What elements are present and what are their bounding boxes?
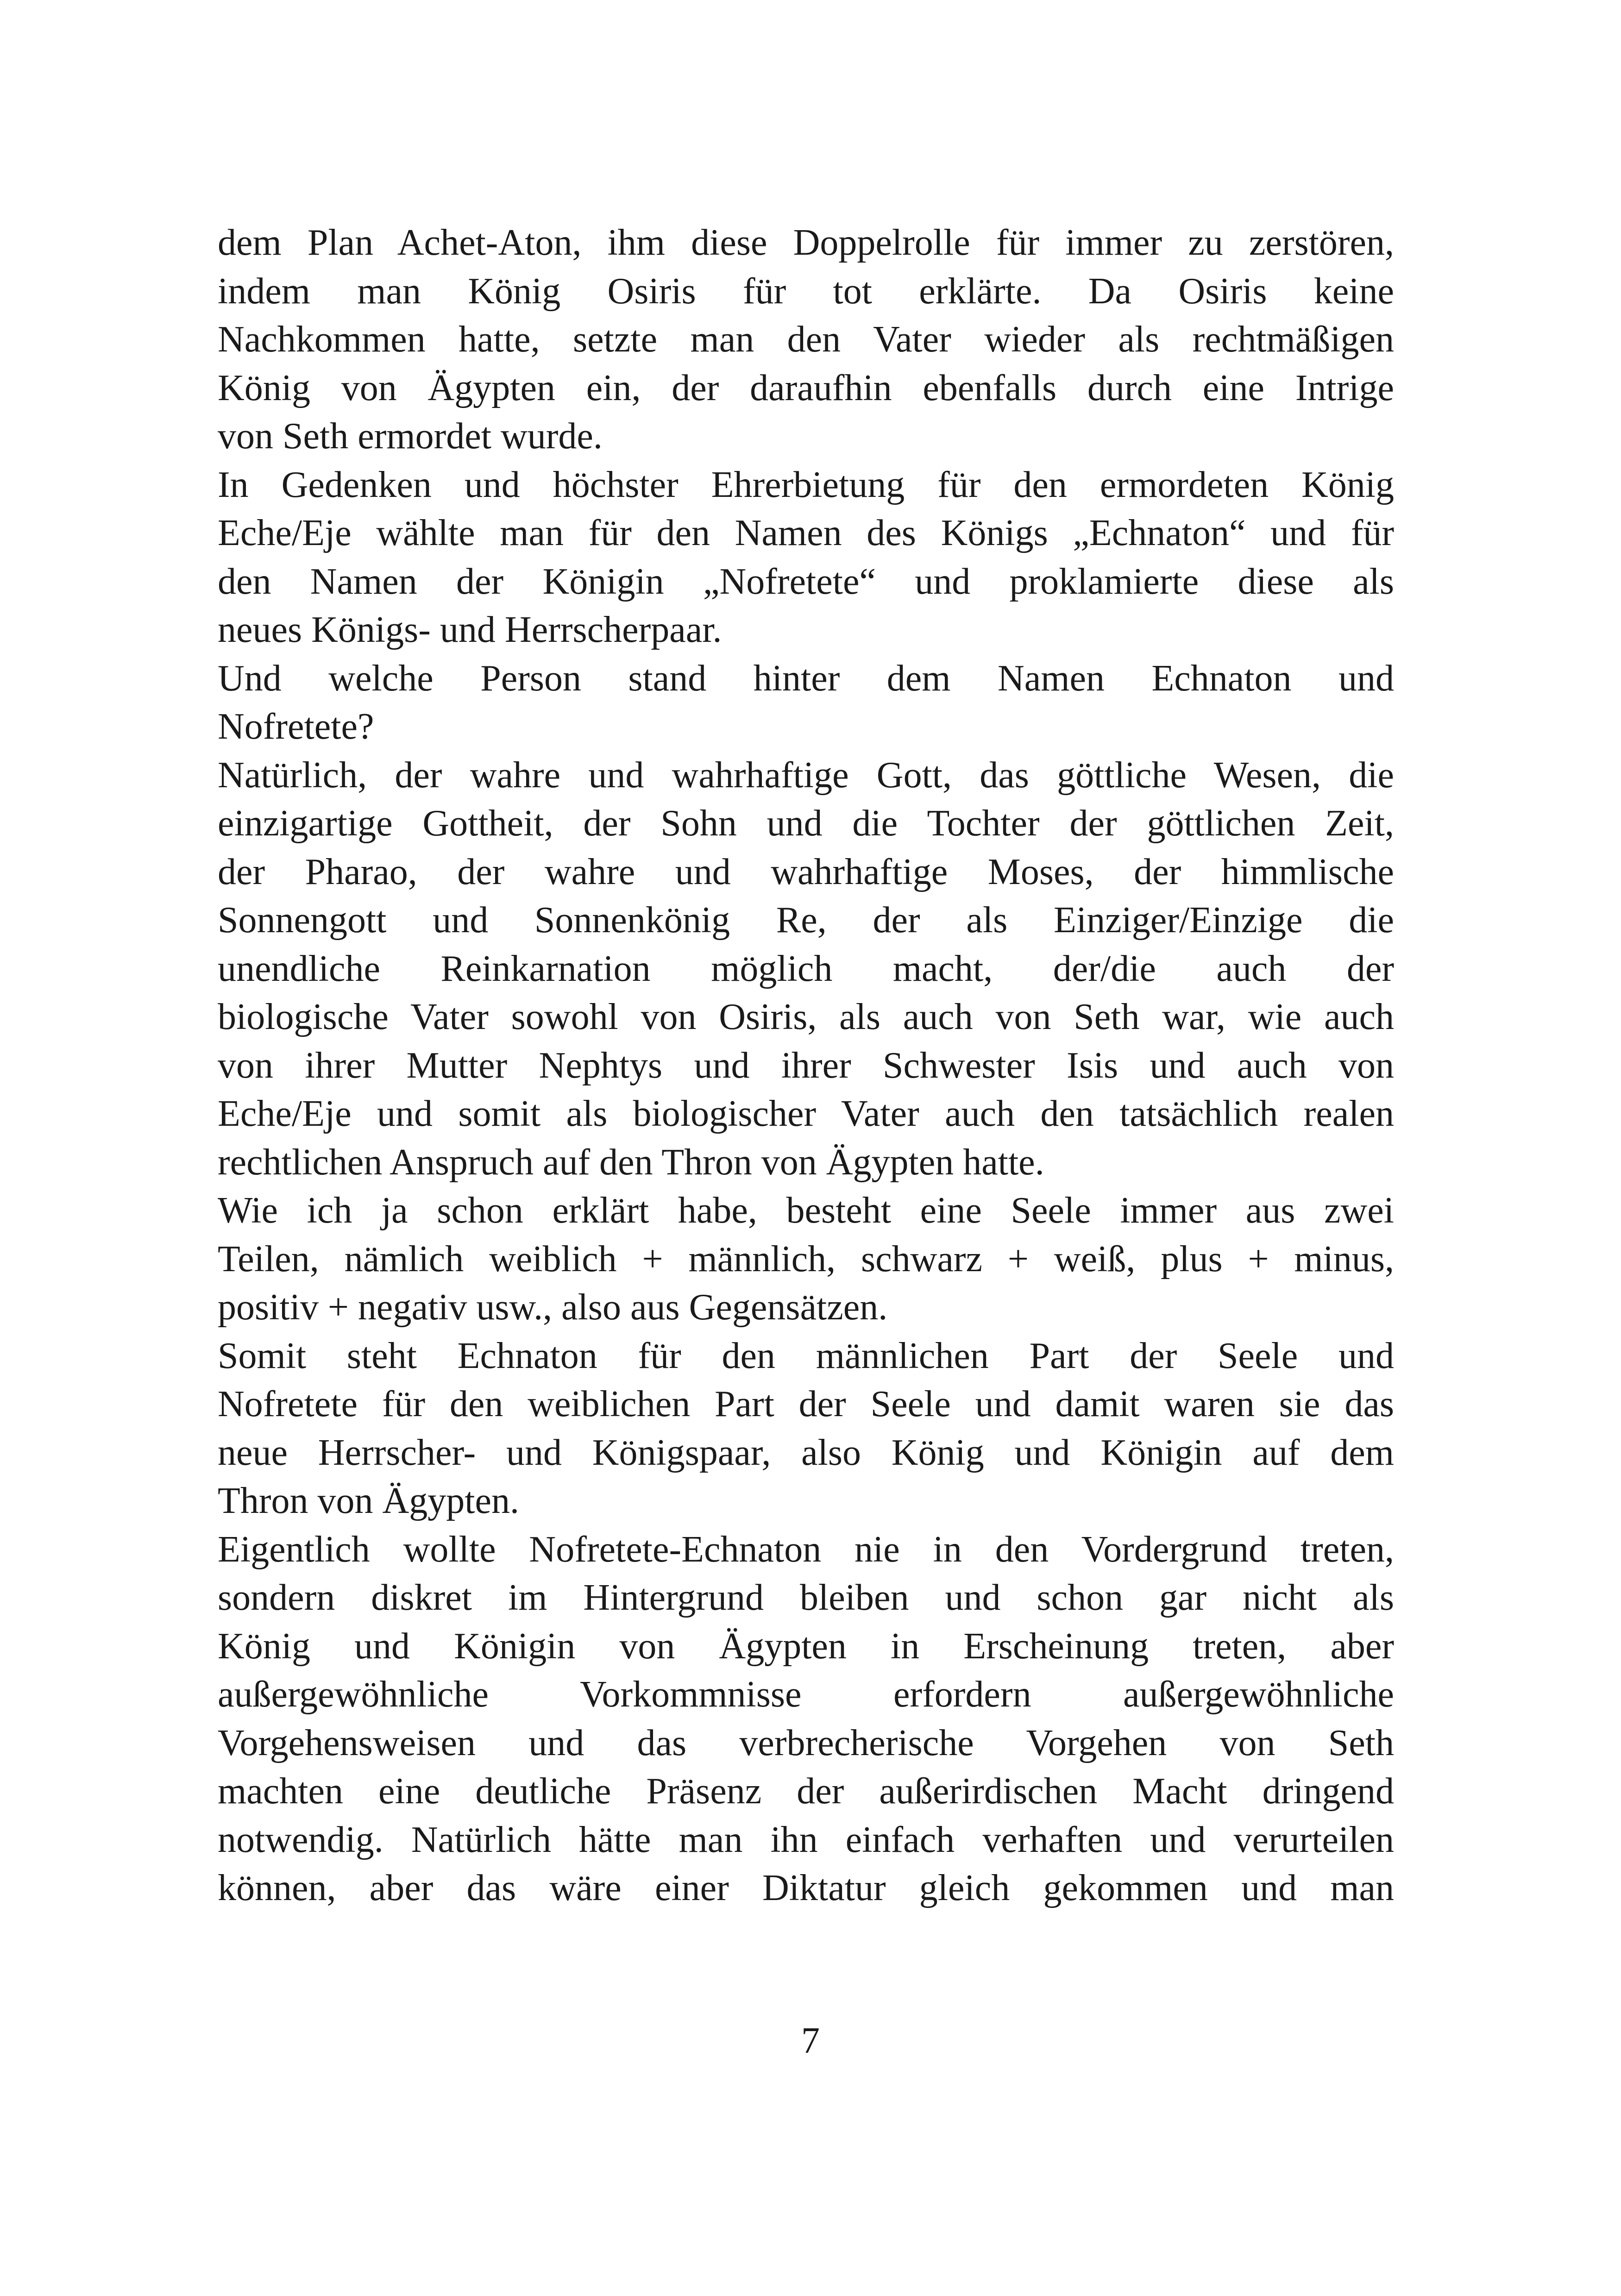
text-line: Nofretete für den weiblichen Part der Seele und damit waren sie das	[218, 1384, 1394, 1424]
text-line: neue Herrscher- und Königspaar, also König und Königin auf dem	[218, 1432, 1394, 1473]
text-line: notwendig. Natürlich hätte man ihn einfach verhaften und verurteilen	[218, 1819, 1394, 1860]
text-line: König von Ägypten ein, der daraufhin ebenfalls durch eine Intrige	[218, 367, 1394, 408]
text-line: den Namen der Königin „Nofretete“ und proklamierte diese als	[218, 561, 1394, 602]
text-line: Teilen, nämlich weiblich + männlich, schwarz + weiß, plus + minus,	[218, 1238, 1394, 1280]
text-line: Somit steht Echnaton für den männlichen Part der Seele und	[218, 1335, 1394, 1376]
text-line: machten eine deutliche Präsenz der außerirdischen Macht dringend	[218, 1771, 1394, 1812]
text-line: indem man König Osiris für tot erklärte. Da Osiris keine	[218, 270, 1394, 312]
text-line: biologische Vater sowohl von Osiris, als auch von Seth war, wie auch	[218, 997, 1394, 1037]
text-line: Eche/Eje und somit als biologischer Vater auch den tatsächlich realen	[218, 1093, 1394, 1134]
text-line: sondern diskret im Hintergrund bleiben und schon gar nicht als	[218, 1577, 1394, 1618]
text-line: Sonnengott und Sonnenkönig Re, der als Einziger/Einzige die	[218, 900, 1394, 941]
text-line: In Gedenken und höchster Ehrerbietung für den ermordeten König	[218, 464, 1394, 505]
text-line: von Seth ermordet wurde.	[218, 416, 603, 457]
body-text	[218, 219, 1394, 1913]
text-line: Eche/Eje wählte man für den Namen des Königs „Echnaton“ und für	[218, 513, 1394, 553]
text-line: Und welche Person stand hinter dem Namen Echnaton und	[218, 658, 1394, 699]
text-line: rechtlichen Anspruch auf den Thron von Ägypten hatte.	[218, 1142, 1044, 1183]
text-line: unendliche Reinkarnation möglich macht, der/die auch der	[218, 948, 1394, 989]
text-line: König und Königin von Ägypten in Erscheinung treten, aber	[218, 1625, 1394, 1667]
text-line: außergewöhnliche Vorkommnisse erfordern außergewöhnliche	[218, 1674, 1394, 1715]
text-line: Thron von Ägypten.	[218, 1480, 520, 1521]
text-line: von ihrer Mutter Nephtys und ihrer Schwester Isis und auch von	[218, 1045, 1394, 1086]
text-line: Natürlich, der wahre und wahrhaftige Gott, das göttliche Wesen, die	[218, 754, 1394, 796]
text-line: dem Plan Achet-Aton, ihm diese Doppelrolle für immer zu zerstören,	[218, 222, 1394, 263]
text-line: neues Königs- und Herrscherpaar.	[218, 609, 722, 650]
text-line: können, aber das wäre einer Diktatur gleich gekommen und man	[218, 1868, 1394, 1908]
page-number: 7	[801, 2020, 820, 2061]
text-line: positiv + negativ usw., also aus Gegensätzen.	[218, 1287, 888, 1328]
text-line: der Pharao, der wahre und wahrhaftige Moses, der himmlische	[218, 851, 1394, 892]
text-line: Wie ich ja schon erklärt habe, besteht eine Seele immer aus zwei	[218, 1190, 1394, 1231]
text-line: Eigentlich wollte Nofretete-Echnaton nie in den Vordergrund treten,	[218, 1529, 1394, 1570]
text-line: Nachkommen hatte, setzte man den Vater wieder als rechtmäßigen	[218, 319, 1394, 360]
text-line: Nofretete?	[218, 706, 374, 747]
text-line: Vorgehensweisen und das verbrecherische Vorgehen von Seth	[218, 1722, 1394, 1763]
text-line: einzigartige Gottheit, der Sohn und die Tochter der göttlichen Zeit,	[218, 803, 1394, 844]
